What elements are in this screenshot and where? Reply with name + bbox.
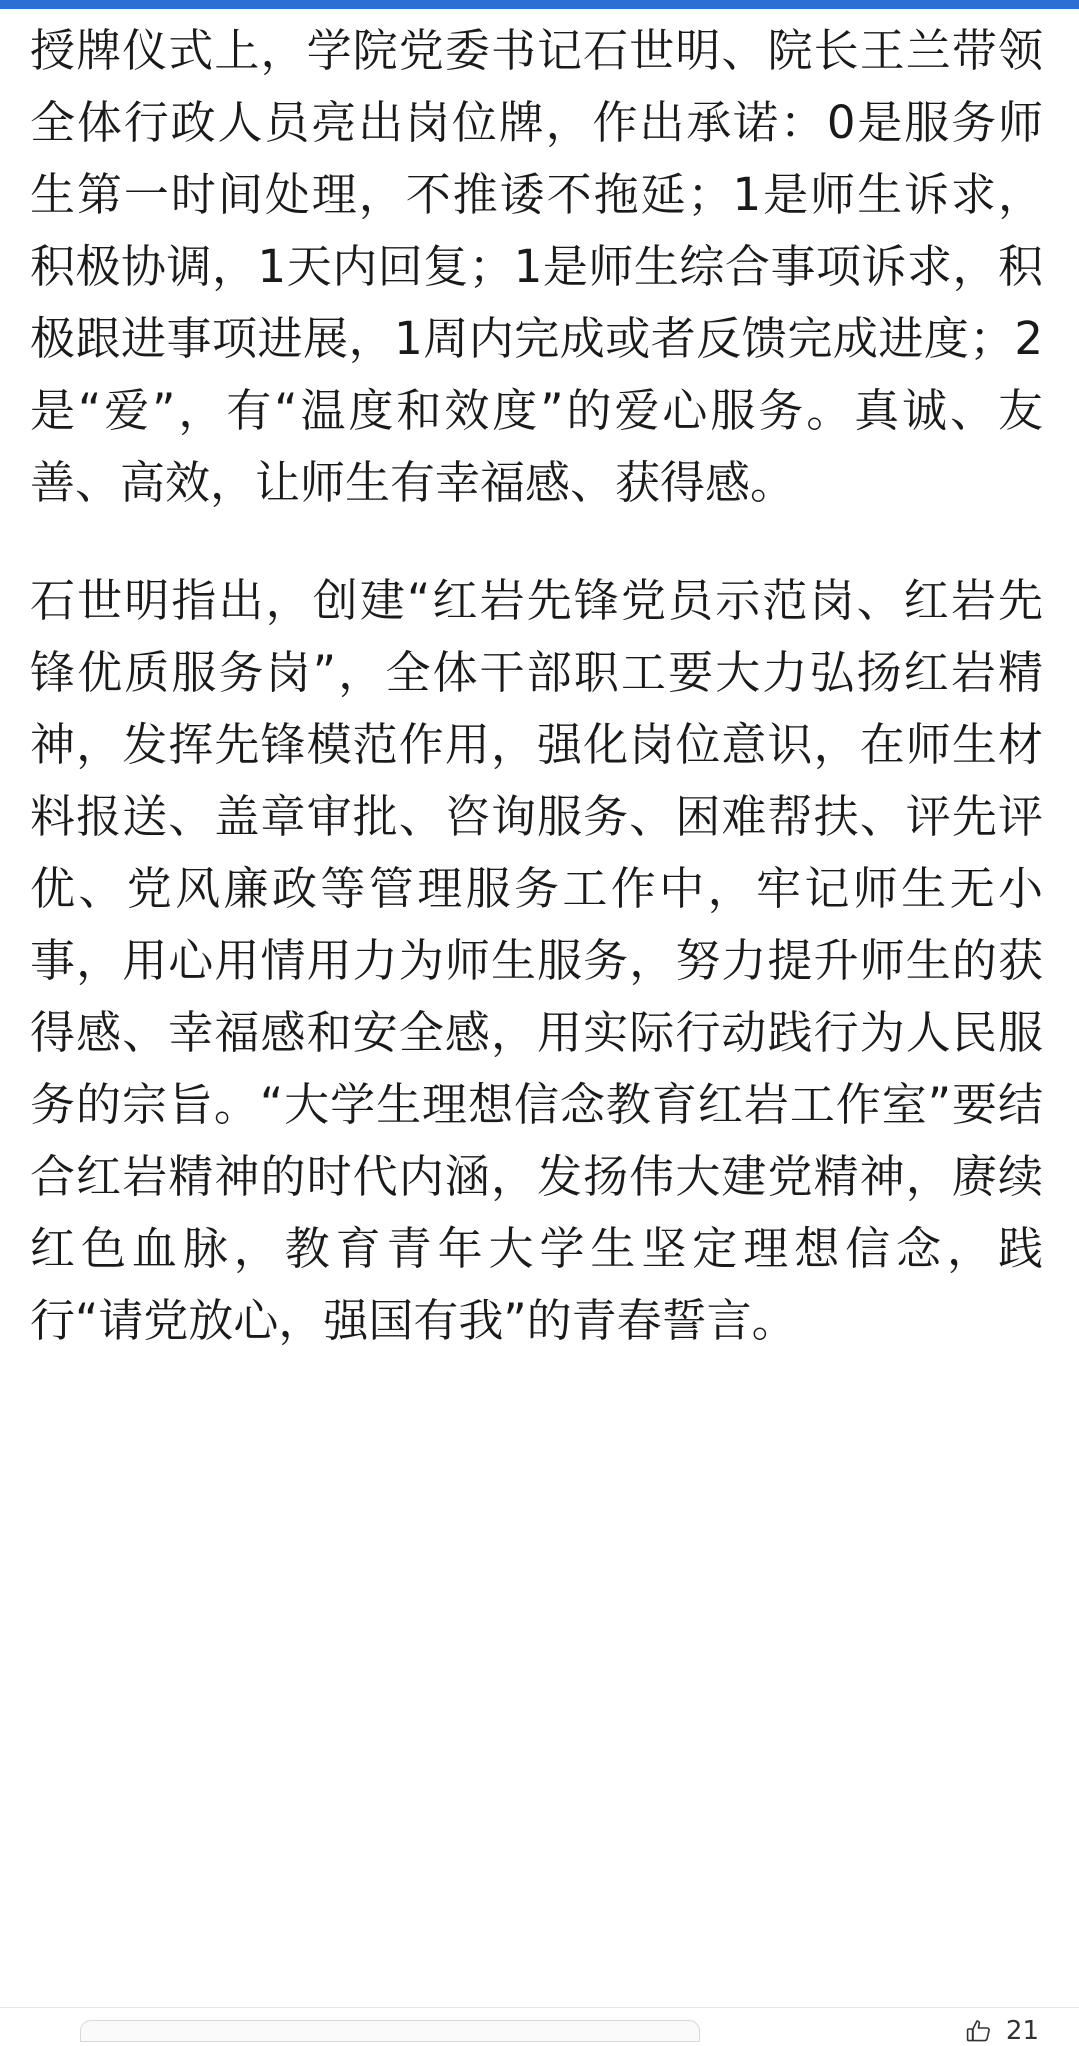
bottom-action-bar: [0, 2007, 1079, 2046]
reading-progress-fill: [0, 0, 1079, 9]
reading-progress-bar: [0, 0, 1079, 9]
article-paragraph: 石世明指出，创建“红岩先锋党员示范岗、红岩先锋优质服务岗”，全体干部职工要大力弘扬红岩精神，发挥先锋模范作用，强化岗位意识，在师生材料报送、盖章审批、咨询服务、困难帮扶、评先评优、党风廉政等管理服务工作中，牢记师生无小事，用心用情用力为师生服务，努力提升师生的获得感、幸福感和安全感，用实际行动践行为人民服务的宗旨。“大学生理想信念教育红岩工作室”要结合红岩精神的时代内涵，发扬伟大建党精神，赓续红色血脉，教育青年大学生坚定理想信念，践行“请党放心，强国有我”的青春誓言。: [30, 574, 1043, 1347]
like-count: 21: [1005, 2016, 1039, 2046]
thumbs-up-icon[interactable]: [966, 2019, 992, 2043]
article-body: [0, 9, 1079, 2041]
comment-input[interactable]: [80, 2020, 700, 2042]
article-paragraph: 授牌仪式上，学院党委书记石世明、院长王兰带领全体行政人员亮出岗位牌，作出承诺：0是服务师生第一时间处理，不推诿不拖延；1是师生诉求，积极协调，1天内回复；1是师生综合事项诉求，积极跟进事项进展，1周内完成或者反馈完成进度；2是“爱”，有“温度和效度”的爱心服务。真诚、友善、高效，让师生有幸福感、获得感。: [30, 24, 1043, 509]
like-control[interactable]: [966, 2016, 1039, 2046]
